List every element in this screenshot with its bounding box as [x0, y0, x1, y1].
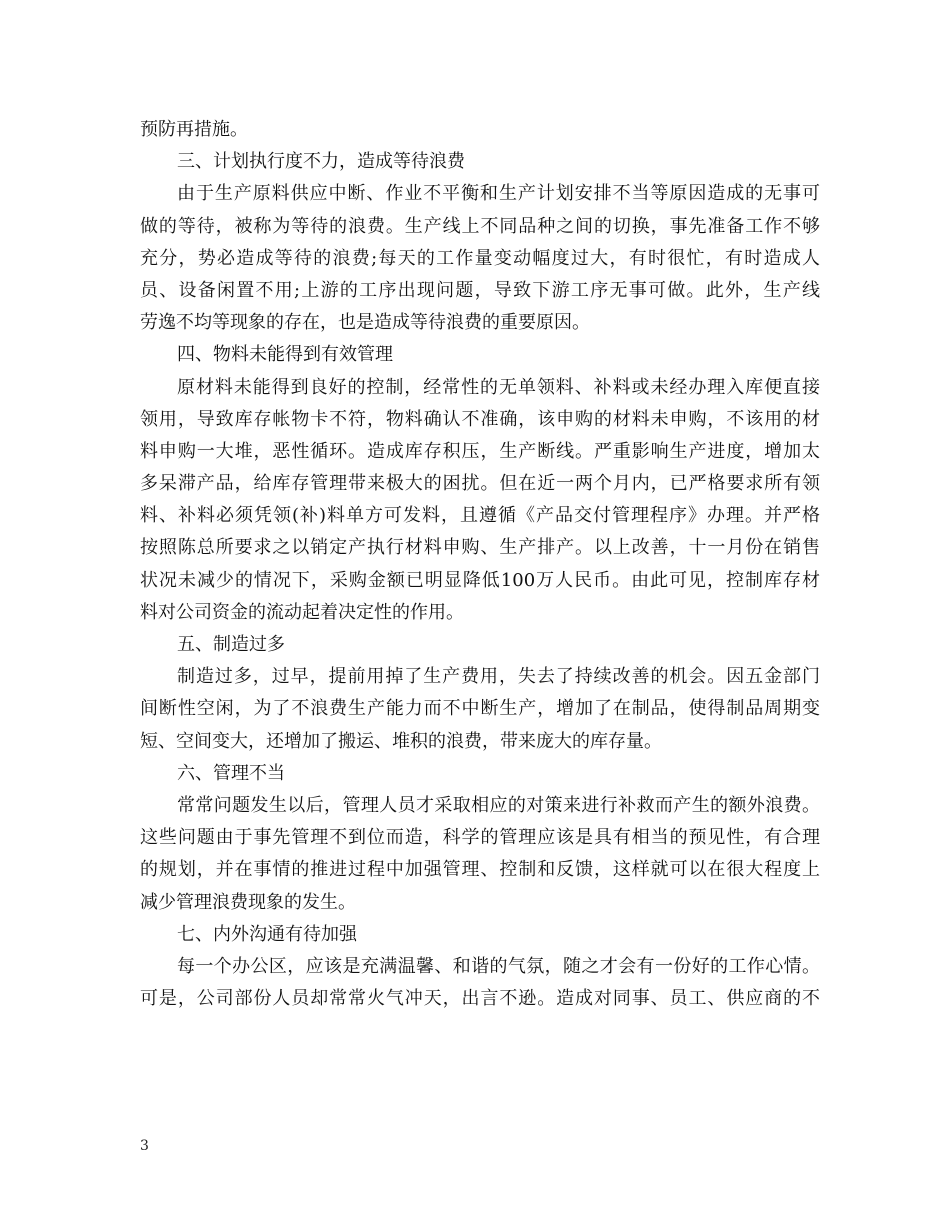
section-heading: 六、管理不当: [177, 762, 285, 784]
body-line: 劳逸不均等现象的存在，也是造成等待浪费的重要原因。: [140, 312, 590, 334]
section-heading: 五、制造过多: [177, 634, 285, 655]
body-line: 短、空间变大，还增加了搬运、堆积的浪费，带来庞大的库存量。: [140, 730, 662, 752]
page-number: 3: [140, 1138, 149, 1154]
body-line: 料申购一大堆，恶性循环。造成库存积压，生产断线。严重影响生产进度，增加太: [140, 440, 820, 462]
body-line: 间断性空闲，为了不浪费生产能力而不中断生产，增加了在制品，使得制品周期变: [140, 698, 820, 720]
body-line: 多呆滞产品，给库存管理带来极大的困扰。但在近一两个月内，已严格要求所有领: [140, 473, 820, 495]
body-line: 员、设备闲置不用;上游的工序出现问题，导致下游工序无事可做。此外，生产线: [140, 279, 820, 301]
body-line: 状况未减少的情况下，采购金额已明显降低100万人民币。由此可见，控制库存材: [140, 569, 820, 591]
body-line: 料对公司资金的流动起着决定性的作用。: [140, 601, 464, 623]
body-line: 料、补料必须凭领(补)料单方可发料，且遵循《产品交付管理程序》办理。并严格: [140, 505, 820, 527]
body-line: 由于生产原料供应中断、作业不平衡和生产计划安排不当等原因造成的无事可: [177, 183, 820, 205]
body-line: 常常问题发生以后，管理人员才采取相应的对策来进行补救而产生的额外浪费。: [177, 794, 820, 816]
body-line: 按照陈总所要求之以销定产执行材料申购、生产排产。以上改善，十一月份在销售: [140, 537, 820, 559]
section-heading: 三、计划执行度不力，造成等待浪费: [177, 151, 465, 173]
body-line: 的规划，并在事情的推进过程中加强管理、控制和反馈，这样就可以在很大程度上: [140, 859, 820, 881]
body-line: 制造过多，过早，提前用掉了生产费用，失去了持续改善的机会。因五金部门: [177, 666, 820, 688]
body-line: 领用，导致库存帐物卡不符，物料确认不准确，该申购的材料未申购，不该用的材: [140, 408, 820, 430]
body-line: 减少管理浪费现象的发生。: [140, 891, 356, 913]
body-line: 充分，势必造成等待的浪费;每天的工作量变动幅度过大，有时很忙，有时造成人: [140, 247, 820, 269]
document-body: [140, 114, 820, 1015]
body-line: 每一个办公区，应该是充满温馨、和谐的气氛，随之才会有一份好的工作心情。: [177, 955, 820, 977]
body-line: 原材料未能得到良好的控制，经常性的无单领料、补料或未经办理入库便直接: [177, 376, 820, 398]
body-line: 可是，公司部份人员却常常火气冲天，出言不逊。造成对同事、员工、供应商的不: [140, 988, 820, 1010]
body-line: 做的等待，被称为等待的浪费。生产线上不同品种之间的切换，事先准备工作不够: [140, 215, 820, 237]
section-heading: 七、内外沟通有待加强: [177, 923, 357, 945]
body-line: 这些问题由于事先管理不到位而造，科学的管理应该是具有相当的预见性，有合理: [140, 827, 820, 849]
body-line: 预防再措施。: [140, 119, 248, 140]
section-heading: 四、物料未能得到有效管理: [177, 344, 393, 366]
